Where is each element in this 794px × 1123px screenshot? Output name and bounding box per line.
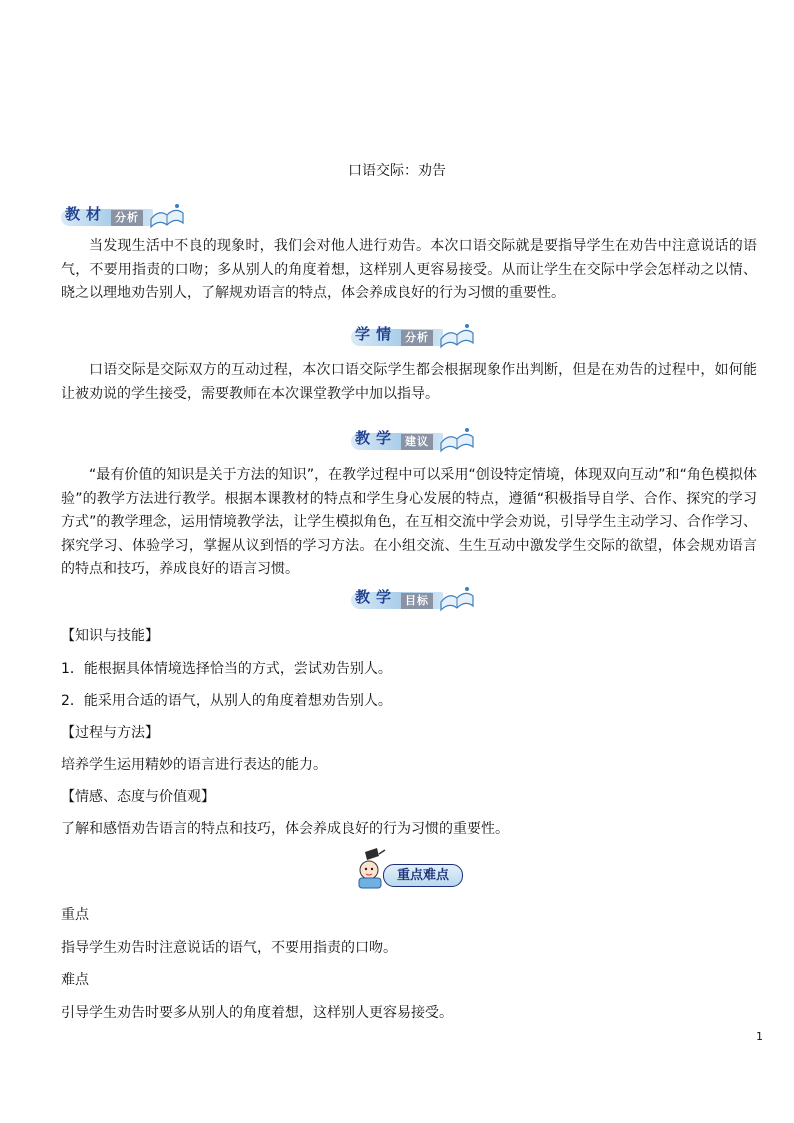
section-header-main: 教学 (355, 429, 398, 447)
section-header-main: 教材 (65, 205, 108, 223)
section-header-learner-analysis (351, 323, 476, 349)
book-icon (437, 584, 477, 612)
section-header-sub: 分析 (401, 330, 433, 346)
section-header-main: 学情 (355, 325, 398, 343)
knowledge-goal-2: 2．能采用合适的语气，从别人的角度着想劝告别人。 (61, 693, 392, 709)
section-header-sub: 目标 (401, 593, 433, 609)
page-number: 1 (756, 1030, 763, 1043)
key-difficult-points-badge (351, 848, 466, 890)
emotion-goal-1: 了解和感悟劝告语言的特点和技巧，体会养成良好的行为习惯的重要性。 (61, 821, 509, 837)
section-header-teaching-suggestion (351, 427, 476, 453)
difficult-point-heading: 难点 (61, 972, 89, 988)
page-title: 口语交际：劝告 (348, 163, 446, 179)
difficult-point-text: 引导学生劝告时要多从别人的角度着想，这样别人更容易接受。 (61, 1005, 453, 1021)
process-methods-heading: 【过程与方法】 (61, 725, 159, 741)
paragraph-textbook-analysis: 当发现生活中不良的现象时，我们会对他人进行劝告。本次口语交际就是要指导学生在劝告中注意说话的语气，不要用指责的口吻；多从别人的角度着想，这样别人更容易接受。从而让学生在交际中学会怎样动之以情、晓之以理地劝告别人，了解规劝语言的特点，体会养成良好的行为习惯的重要性。 (61, 238, 757, 301)
book-icon (437, 425, 477, 453)
section-header-sub: 分析 (111, 210, 143, 226)
book-icon (147, 201, 187, 229)
section-header-sub: 建议 (401, 434, 433, 450)
knowledge-goal-1: 1．能根据具体情境选择恰当的方式，尝试劝告别人。 (61, 661, 392, 677)
section-header-teaching-goals (351, 586, 476, 612)
process-goal-1: 培养学生运用精妙的语言进行表达的能力。 (61, 757, 327, 773)
book-icon (437, 321, 477, 349)
emotion-values-heading: 【情感、态度与价值观】 (61, 789, 215, 805)
key-difficult-label: 重点难点 (383, 864, 463, 887)
section-header-main: 教学 (355, 588, 398, 606)
key-point-text: 指导学生劝告时注意说话的语气，不要用指责的口吻。 (61, 940, 397, 956)
knowledge-skills-heading: 【知识与技能】 (61, 628, 159, 644)
key-point-heading: 重点 (61, 907, 89, 923)
paragraph-teaching-suggestion: “最有价值的知识是关于方法的知识”，在教学过程中可以采用“创设特定情境，体现双向互动”和“角色模拟体验”的教学方法进行教学。根据本课教材的特点和学生身心发展的特点，遵循“积极指导自学、合作、探究的学习方式”的教学理念，运用情境教学法，让学生模拟角色，在互相交流中学会劝说，引导学生主动学习、合作学习、探究学习、体验学习，掌握从议到悟的学习方法。在小组交流、生生互动中激发学生交际的欲望，体会规劝语言的特点和技巧，养成良好的语言习惯。 (61, 467, 757, 577)
section-header-textbook-analysis (61, 203, 186, 229)
paragraph-learner-analysis: 口语交际是交际双方的互动过程，本次口语交际学生都会根据现象作出判断，但是在劝告的过程中，如何能让被劝说的学生接受，需要教师在本次课堂教学中加以指导。 (61, 362, 757, 402)
